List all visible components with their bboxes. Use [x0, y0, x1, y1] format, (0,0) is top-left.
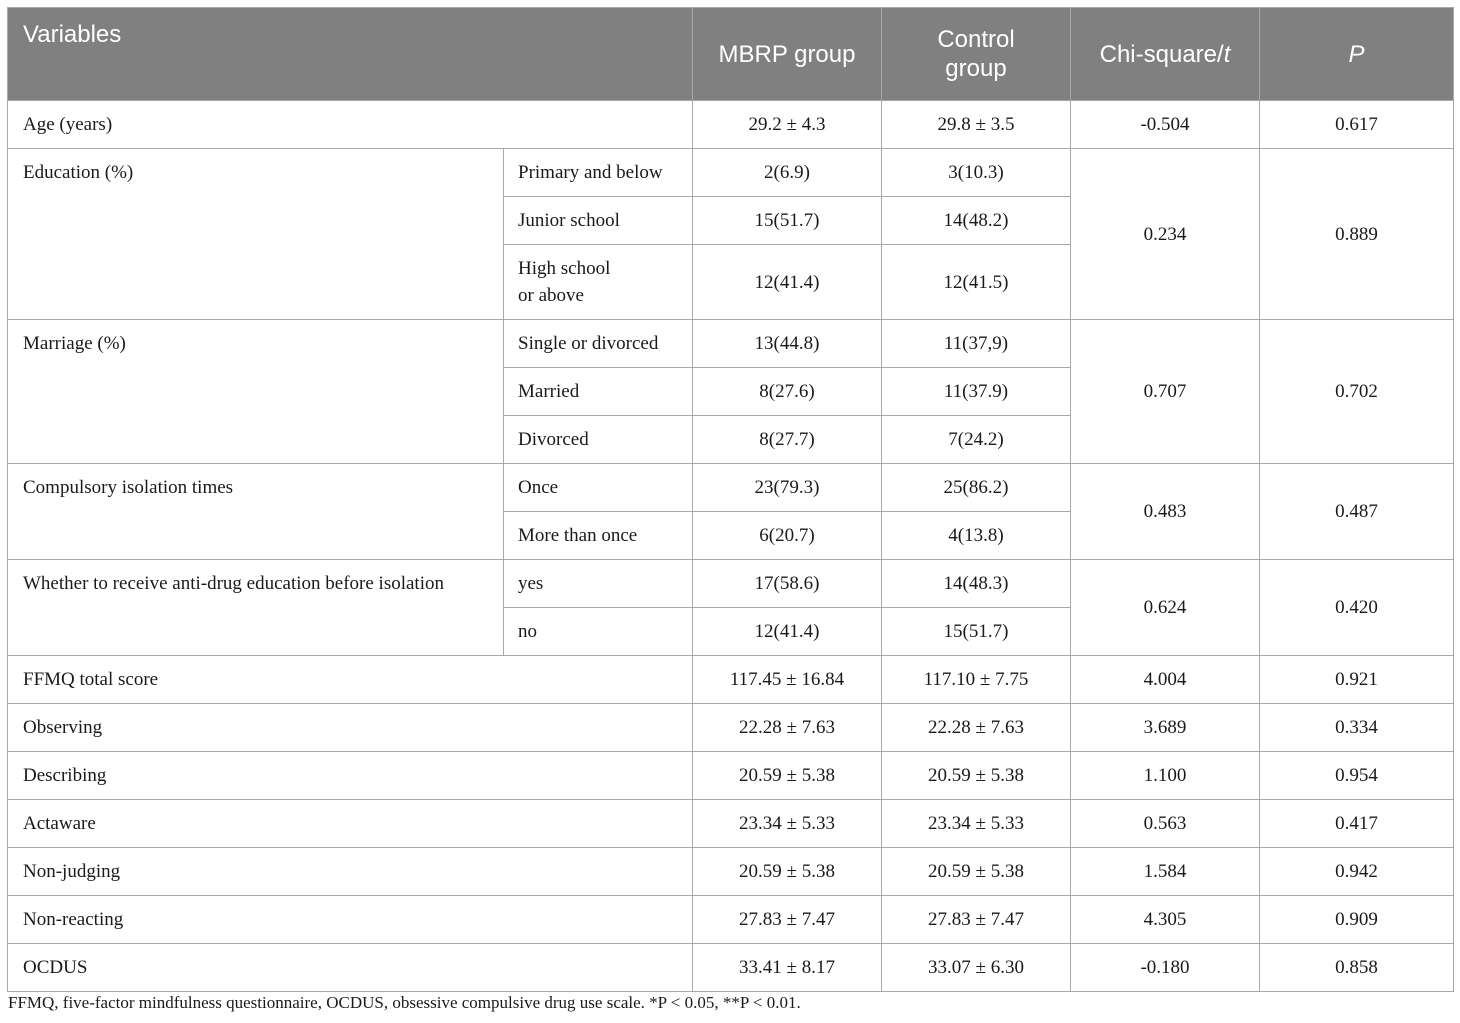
p-value: 0.487	[1260, 464, 1454, 560]
mbrp-value: 27.83 ± 7.47	[693, 896, 882, 944]
sub-label: Married	[504, 368, 693, 416]
sub-label: Junior school	[504, 197, 693, 245]
row-label: Whether to receive anti-drug education before isolation	[8, 560, 504, 656]
sub-label-line2: or above	[518, 285, 584, 306]
p-value: 0.617	[1260, 101, 1454, 149]
control-value: 11(37.9)	[882, 368, 1071, 416]
p-value: 0.954	[1260, 752, 1454, 800]
mbrp-value: 20.59 ± 5.38	[693, 752, 882, 800]
table-footnote: FFMQ, five-factor mindfulness questionnaire, OCDUS, obsessive compulsive drug use scale. *P < 0.05, **P < 0.01.	[8, 993, 801, 1012]
chi-value: -0.504	[1071, 101, 1260, 149]
p-value: 0.909	[1260, 896, 1454, 944]
row-label: Marriage (%)	[8, 320, 504, 464]
p-value: 0.417	[1260, 800, 1454, 848]
sub-label: Once	[504, 464, 693, 512]
control-value: 23.34 ± 5.33	[882, 800, 1071, 848]
table-row	[8, 944, 1454, 992]
mbrp-value: 12(41.4)	[693, 245, 882, 320]
row-label: Observing	[8, 704, 693, 752]
header-row	[8, 8, 1454, 101]
mbrp-value: 15(51.7)	[693, 197, 882, 245]
control-value: 25(86.2)	[882, 464, 1071, 512]
mbrp-value: 29.2 ± 4.3	[693, 101, 882, 149]
data-table	[7, 7, 1454, 992]
header-p: P	[1260, 8, 1454, 101]
mbrp-value: 2(6.9)	[693, 149, 882, 197]
chi-value: 4.004	[1071, 656, 1260, 704]
header-chi-text: Chi-square/	[1099, 40, 1224, 68]
header-chi	[1071, 8, 1260, 101]
table-row	[8, 464, 1454, 512]
mbrp-value: 8(27.7)	[693, 416, 882, 464]
table-row	[8, 320, 1454, 368]
table-row	[8, 800, 1454, 848]
row-label: Actaware	[8, 800, 693, 848]
header-control-line2: group	[945, 55, 1007, 82]
table-row	[8, 560, 1454, 608]
chi-value: 1.584	[1071, 848, 1260, 896]
row-label: Education (%)	[8, 149, 504, 320]
chi-value: 0.483	[1071, 464, 1260, 560]
mbrp-value: 117.45 ± 16.84	[693, 656, 882, 704]
row-label: Non-judging	[8, 848, 693, 896]
table-row	[8, 896, 1454, 944]
chi-value: 3.689	[1071, 704, 1260, 752]
row-label: Non-reacting	[8, 896, 693, 944]
control-value: 20.59 ± 5.38	[882, 848, 1071, 896]
header-variables: Variables	[8, 8, 693, 101]
sub-label: Divorced	[504, 416, 693, 464]
chi-value: 4.305	[1071, 896, 1260, 944]
control-value: 29.8 ± 3.5	[882, 101, 1071, 149]
mbrp-value: 23.34 ± 5.33	[693, 800, 882, 848]
row-label: Age (years)	[8, 101, 693, 149]
p-value: 0.702	[1260, 320, 1454, 464]
chi-value: 0.234	[1071, 149, 1260, 320]
control-value: 3(10.3)	[882, 149, 1071, 197]
sub-label: no	[504, 608, 693, 656]
mbrp-value: 12(41.4)	[693, 608, 882, 656]
row-label: Compulsory isolation times	[8, 464, 504, 560]
sub-label: Single or divorced	[504, 320, 693, 368]
p-value: 0.921	[1260, 656, 1454, 704]
chi-value: 0.707	[1071, 320, 1260, 464]
sub-label	[504, 245, 693, 320]
control-value: 12(41.5)	[882, 245, 1071, 320]
sub-label: More than once	[504, 512, 693, 560]
mbrp-value: 33.41 ± 8.17	[693, 944, 882, 992]
control-value: 4(13.8)	[882, 512, 1071, 560]
control-value: 22.28 ± 7.63	[882, 704, 1071, 752]
mbrp-value: 13(44.8)	[693, 320, 882, 368]
mbrp-value: 23(79.3)	[693, 464, 882, 512]
table-row	[8, 752, 1454, 800]
mbrp-value: 8(27.6)	[693, 368, 882, 416]
chi-value: 0.563	[1071, 800, 1260, 848]
header-control-line1: Control	[937, 26, 1015, 53]
sub-label-line1: High school	[518, 258, 611, 279]
header-mbrp: MBRP group	[693, 8, 882, 101]
table-row	[8, 149, 1454, 197]
row-label: Describing	[8, 752, 693, 800]
control-value: 14(48.2)	[882, 197, 1071, 245]
control-value: 117.10 ± 7.75	[882, 656, 1071, 704]
p-value: 0.942	[1260, 848, 1454, 896]
control-value: 33.07 ± 6.30	[882, 944, 1071, 992]
mbrp-value: 17(58.6)	[693, 560, 882, 608]
header-control	[882, 8, 1071, 101]
p-value: 0.858	[1260, 944, 1454, 992]
p-value: 0.889	[1260, 149, 1454, 320]
mbrp-value: 6(20.7)	[693, 512, 882, 560]
table-row	[8, 848, 1454, 896]
sub-label: Primary and below	[504, 149, 693, 197]
chi-value: 1.100	[1071, 752, 1260, 800]
control-value: 20.59 ± 5.38	[882, 752, 1071, 800]
table-row	[8, 656, 1454, 704]
control-value: 7(24.2)	[882, 416, 1071, 464]
mbrp-value: 22.28 ± 7.63	[693, 704, 882, 752]
chi-value: -0.180	[1071, 944, 1260, 992]
chi-value: 0.624	[1071, 560, 1260, 656]
control-value: 15(51.7)	[882, 608, 1071, 656]
sub-label: yes	[504, 560, 693, 608]
table-row	[8, 101, 1454, 149]
mbrp-value: 20.59 ± 5.38	[693, 848, 882, 896]
table-row	[8, 704, 1454, 752]
control-value: 11(37,9)	[882, 320, 1071, 368]
row-label: FFMQ total score	[8, 656, 693, 704]
row-label: OCDUS	[8, 944, 693, 992]
control-value: 14(48.3)	[882, 560, 1071, 608]
p-value: 0.334	[1260, 704, 1454, 752]
control-value: 27.83 ± 7.47	[882, 896, 1071, 944]
table-container	[7, 7, 1453, 992]
p-value: 0.420	[1260, 560, 1454, 656]
header-chi-italic: t	[1223, 40, 1231, 68]
